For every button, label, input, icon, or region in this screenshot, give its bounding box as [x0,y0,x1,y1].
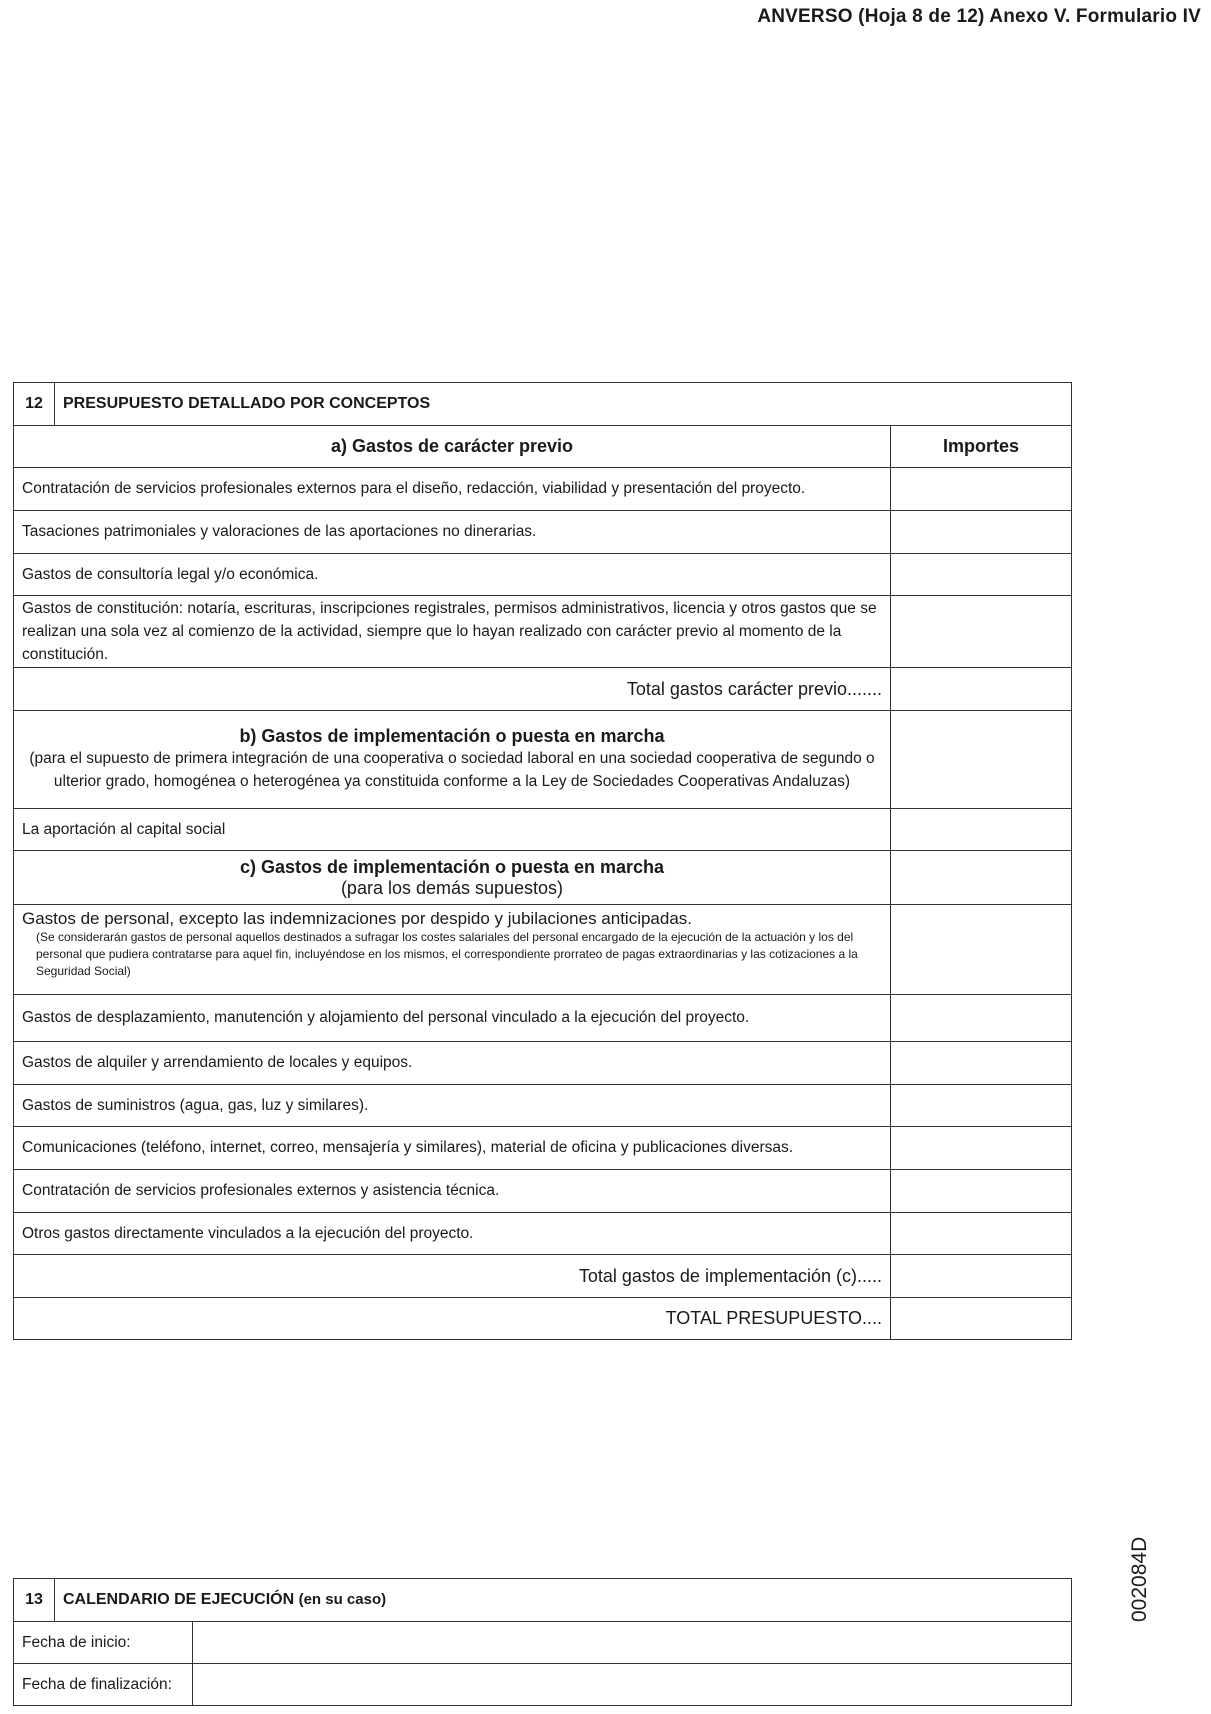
amount-field[interactable] [891,1170,1072,1213]
a-item-3: Gastos de consultoría legal y/o económica. [14,554,891,596]
amount-field[interactable] [891,1042,1072,1085]
end-date-label: Fecha de finalización: [14,1664,193,1706]
form-code: 002084D [1128,1536,1151,1622]
c-item-5: Contratación de servicios profesionales externos y asistencia técnica. [14,1170,891,1213]
schedule-table [13,1578,1072,1706]
a-item-1: Contratación de servicios profesionales externos para el diseño, redacción, viabilidad y presentación del proyecto. [14,468,891,511]
amount-field[interactable] [891,554,1072,596]
a-total-field[interactable] [891,668,1072,711]
c-total-field[interactable] [891,1255,1072,1298]
b-heading: b) Gastos de implementación o puesta en marcha [239,726,665,746]
start-date-label: Fecha de inicio: [14,1622,193,1664]
b-item-1: La aportación al capital social [14,809,891,851]
c-item-3: Gastos de suministros (agua, gas, luz y similares). [14,1085,891,1127]
amount-field[interactable] [891,1213,1072,1255]
c-item-2: Gastos de alquiler y arrendamiento de locales y equipos. [14,1042,891,1085]
c-subtitle: (para los demás supuestos) [340,877,564,898]
amount-field[interactable] [891,1085,1072,1127]
section-title: PRESUPUESTO DETALLADO POR CONCEPTOS [55,383,1072,426]
budget-table [13,382,1072,1340]
amount-field[interactable] [891,851,1072,905]
schedule-title: CALENDARIO DE EJECUCIÓN [63,1591,295,1608]
a-item-4: Gastos de constitución: notaría, escrituras, inscripciones registrales, permisos administrativos, licencia y otros gastos que se realizan una sola vez al comienzo de la actividad, siempre que lo hayan realizado con carácter previo al momento de la constitución. [14,596,891,668]
amount-field[interactable] [891,905,1072,995]
amount-field[interactable] [891,596,1072,668]
section-number: 13 [14,1579,55,1622]
amount-field[interactable] [891,468,1072,511]
c-heading: c) Gastos de implementación o puesta en marcha [239,856,665,877]
section-number: 12 [14,383,55,426]
c-total-label: Total gastos de implementación (c)..... [14,1255,891,1298]
amount-field[interactable] [891,809,1072,851]
section-title [55,1579,1072,1622]
grand-total-field[interactable] [891,1298,1072,1340]
a-heading: a) Gastos de carácter previo [14,426,891,468]
c-personal-cell [14,905,891,995]
amounts-header: Importes [891,426,1072,468]
amount-field[interactable] [891,995,1072,1042]
page-header-title: ANVERSO (Hoja 8 de 12) Anexo V. Formulario IV [757,6,1201,27]
c-personal-note: (Se considerarán gastos de personal aquellos destinados a sufragar los costes salariales del personal encargado de la ejecución de la actuación y los del personal que pudiera contratarse para aquel fin, incluyéndose en los mismos, el correspondiente prorrateo de pagas extraordinarias y las cotizaciones a la Seguridad Social) [36,930,858,978]
c-heading-cell [14,851,891,905]
c-item-1: Gastos de desplazamiento, manutención y alojamiento del personal vinculado a la ejecución del proyecto. [14,995,891,1042]
start-date-field[interactable] [193,1622,1072,1664]
amount-field[interactable] [891,1127,1072,1170]
a-item-2: Tasaciones patrimoniales y valoraciones de las aportaciones no dinerarias. [14,511,891,554]
c-personal-label: Gastos de personal, excepto las indemnizaciones por despido y jubilaciones anticipadas. [22,909,693,928]
c-item-4: Comunicaciones (teléfono, internet, correo, mensajería y similares), material de oficina y publicaciones diversas. [14,1127,891,1170]
b-subtitle: (para el supuesto de primera integración de una cooperativa o sociedad laboral en una sociedad cooperativa de segundo o ulterior grado, homogénea o heterogénea ya constituida conforme a la Ley de Sociedades Cooperativas Andaluzas) [29,750,875,790]
schedule-title-suffix: (en su caso) [298,1591,387,1608]
amount-field[interactable] [891,511,1072,554]
grand-total-label: TOTAL PRESUPUESTO.... [14,1298,891,1340]
end-date-field[interactable] [193,1664,1072,1706]
a-total-label: Total gastos carácter previo....... [14,668,891,711]
amount-field[interactable] [891,711,1072,809]
b-heading-cell [14,711,891,809]
c-item-6: Otros gastos directamente vinculados a la ejecución del proyecto. [14,1213,891,1255]
